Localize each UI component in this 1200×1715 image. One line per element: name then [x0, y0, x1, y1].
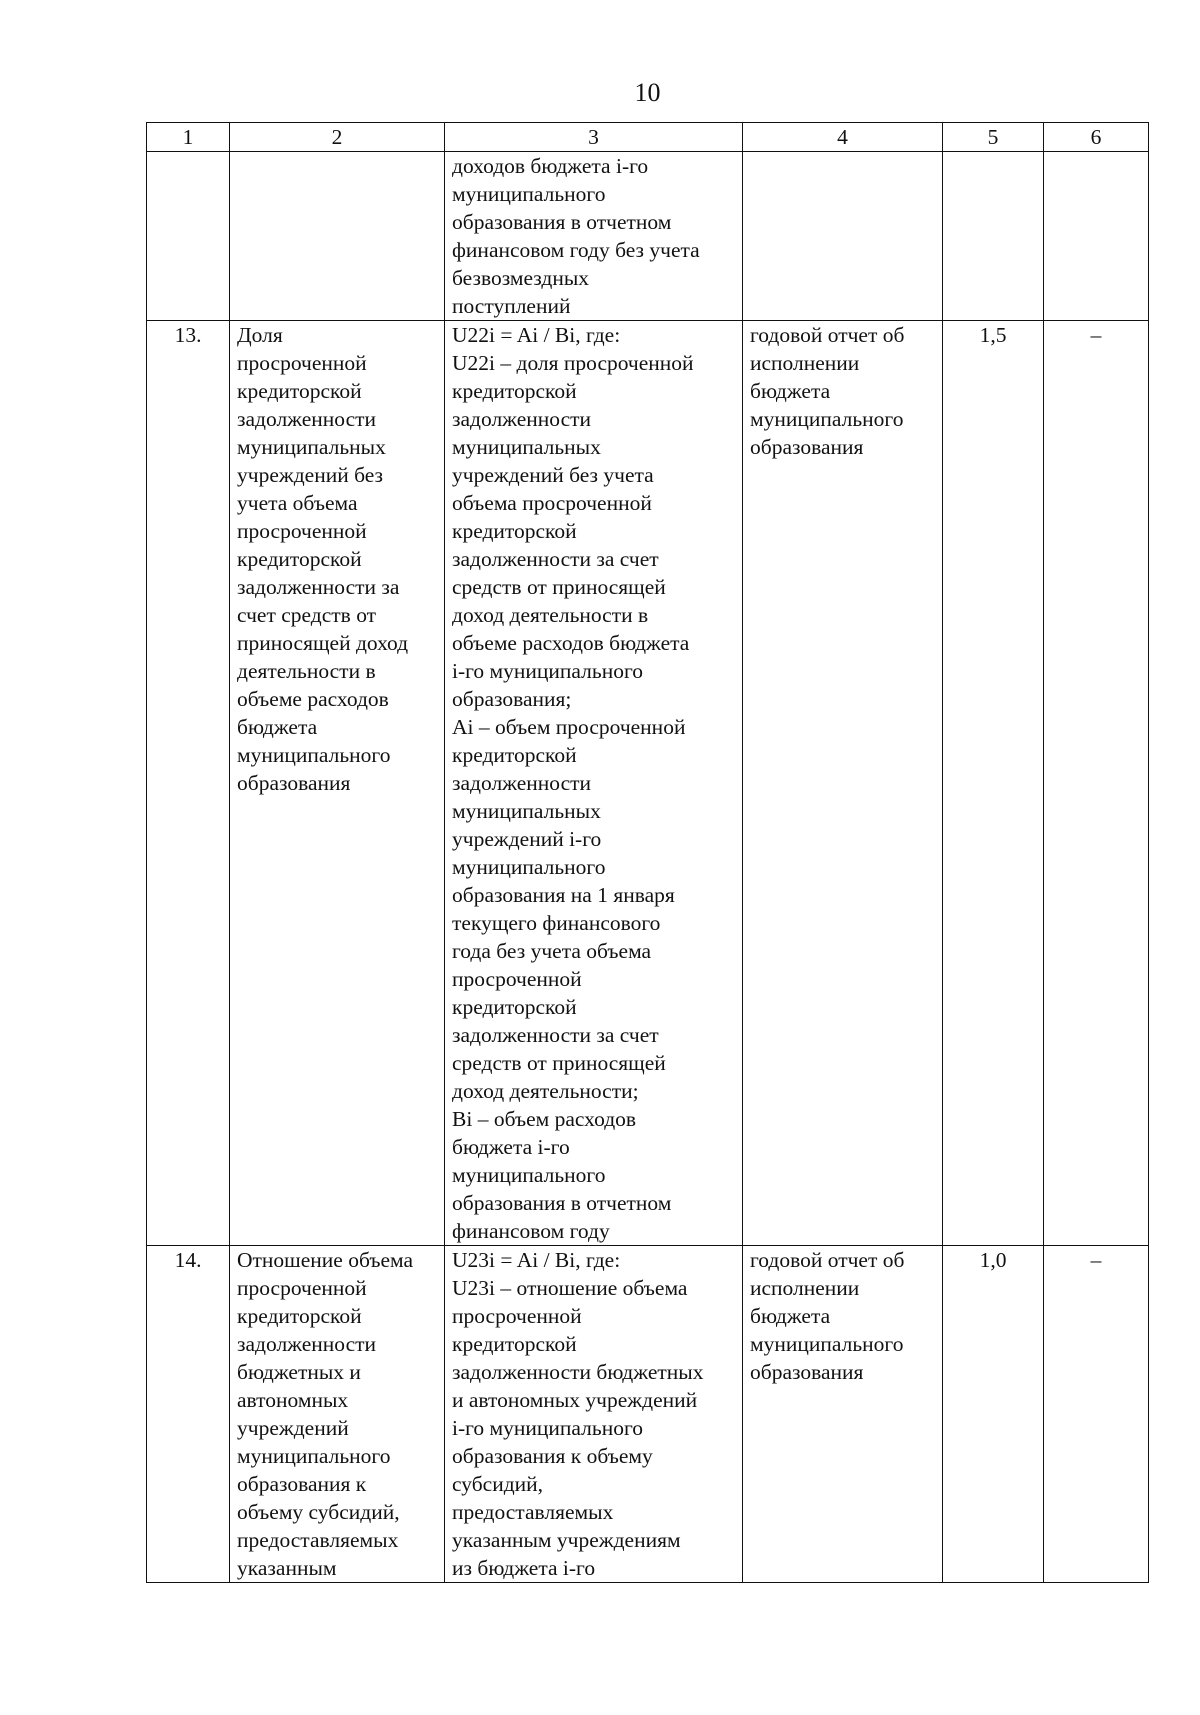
cell-line: финансовом году без учета: [452, 238, 700, 262]
cell-line: указанным учреждениям: [452, 1528, 681, 1552]
cell-line: учреждений без: [237, 463, 384, 487]
cell-line: года без учета объема: [452, 939, 652, 963]
row-number: [147, 152, 230, 321]
cell-line: учреждений: [237, 1416, 349, 1440]
cell-line: кредиторской: [237, 379, 362, 403]
indicator-formula: [445, 321, 743, 1246]
cell-line: U23i = Ai / Bi, где:: [452, 1248, 621, 1272]
indicator-name: [230, 321, 445, 1246]
cell-line: годовой отчет об: [750, 323, 905, 347]
cell-line: бюджета: [237, 715, 318, 739]
cell-line: муниципального: [237, 1444, 391, 1468]
cell-line: муниципального: [452, 182, 606, 206]
cell-line: кредиторской: [237, 547, 362, 571]
cell-line: образования: [237, 771, 351, 795]
cell-line: Доля: [237, 323, 283, 347]
cell-line: задолженности за счет: [452, 547, 659, 571]
row-number: 14.: [147, 1246, 230, 1583]
cell-line: просроченной: [237, 1276, 367, 1300]
cell-line: кредиторской: [452, 995, 577, 1019]
cell-line: задолженности: [452, 407, 592, 431]
cell-line: муниципальных: [452, 435, 601, 459]
cell-line: счет средств от: [237, 603, 377, 627]
cell-line: безвозмездных: [452, 266, 590, 290]
cell-line: учреждений i-го: [452, 827, 602, 851]
cell-line: деятельности в: [237, 659, 376, 683]
cell-line: исполнении: [750, 351, 860, 375]
cell-line: образования: [750, 1360, 864, 1384]
cell-line: образования в отчетном: [452, 210, 672, 234]
cell-line: муниципального: [237, 743, 391, 767]
cell-line: доход деятельности;: [452, 1079, 639, 1103]
cell-line: средств от приносящей: [452, 1051, 666, 1075]
cell-line: Bi – объем расходов: [452, 1107, 637, 1131]
cell-line: Отношение объема: [237, 1248, 414, 1272]
cell-line: доход деятельности в: [452, 603, 649, 627]
cell-line: кредиторской: [452, 379, 577, 403]
cell-line: исполнении: [750, 1276, 860, 1300]
indicator-table: [146, 122, 1149, 1583]
cell-line: муниципального: [452, 855, 606, 879]
cell-line: просроченной: [237, 519, 367, 543]
cell-line: кредиторской: [452, 519, 577, 543]
cell-line: кредиторской: [237, 1304, 362, 1328]
cell-line: задолженности: [237, 1332, 377, 1356]
cell-line: предоставляемых: [452, 1500, 614, 1524]
data-source: [743, 1246, 943, 1583]
cell-line: образования;: [452, 687, 572, 711]
cell-line: задолженности за: [237, 575, 400, 599]
cell-line: и автономных учреждений: [452, 1388, 698, 1412]
table-header-row: [147, 123, 1149, 152]
column-header: 2: [230, 123, 445, 152]
indicator-weight: 1,0: [943, 1246, 1044, 1583]
cell-line: муниципальных: [237, 435, 386, 459]
cell-line: задолженности бюджетных: [452, 1360, 704, 1384]
cell-line: образования на 1 января: [452, 883, 675, 907]
cell-line: просроченной: [237, 351, 367, 375]
cell-line: автономных: [237, 1388, 349, 1412]
cell-line: бюджета: [750, 1304, 831, 1328]
cell-line: доходов бюджета i-го: [452, 154, 649, 178]
cell-line: муниципального: [750, 407, 904, 431]
cell-line: i-го муниципального: [452, 659, 643, 683]
cell-line: учреждений без учета: [452, 463, 654, 487]
data-source: [743, 321, 943, 1246]
cell-line: U22i = Ai / Bi, где:: [452, 323, 621, 347]
cell-line: поступлений: [452, 294, 571, 318]
indicator-note: –: [1044, 321, 1149, 1246]
cell-line: объему субсидий,: [237, 1500, 400, 1524]
cell-line: текущего финансового: [452, 911, 661, 935]
column-header: 4: [743, 123, 943, 152]
indicator-weight: 1,5: [943, 321, 1044, 1246]
indicator-formula: [445, 152, 743, 321]
indicator-weight: [943, 152, 1044, 321]
cell-line: годовой отчет об: [750, 1248, 905, 1272]
cell-line: муниципального: [452, 1163, 606, 1187]
indicator-formula: [445, 1246, 743, 1583]
cell-line: Ai – объем просроченной: [452, 715, 686, 739]
cell-line: просроченной: [452, 1304, 582, 1328]
column-header: 1: [147, 123, 230, 152]
indicator-note: –: [1044, 1246, 1149, 1583]
cell-line: бюджетных и: [237, 1360, 361, 1384]
cell-line: просроченной: [452, 967, 582, 991]
cell-line: субсидий,: [452, 1472, 544, 1496]
cell-line: приносящей доход: [237, 631, 409, 655]
cell-line: объеме расходов бюджета: [452, 631, 690, 655]
cell-line: муниципального: [750, 1332, 904, 1356]
cell-line: образования в отчетном: [452, 1191, 672, 1215]
cell-line: i-го муниципального: [452, 1416, 643, 1440]
cell-line: финансовом году: [452, 1219, 610, 1243]
indicator-name: [230, 1246, 445, 1583]
cell-line: образования: [750, 435, 864, 459]
cell-line: задолженности за счет: [452, 1023, 659, 1047]
cell-line: муниципальных: [452, 799, 601, 823]
column-header: 3: [445, 123, 743, 152]
cell-line: из бюджета i-го: [452, 1556, 596, 1580]
cell-line: образования к объему: [452, 1444, 653, 1468]
cell-line: кредиторской: [452, 1332, 577, 1356]
cell-line: кредиторской: [452, 743, 577, 767]
cell-line: задолженности: [237, 407, 377, 431]
column-header: 5: [943, 123, 1044, 152]
table-row: [147, 321, 1149, 1246]
cell-line: бюджета i-го: [452, 1135, 570, 1159]
cell-line: задолженности: [452, 771, 592, 795]
indicator-name: [230, 152, 445, 321]
cell-line: средств от приносящей: [452, 575, 666, 599]
cell-line: указанным: [237, 1556, 337, 1580]
cell-line: образования к: [237, 1472, 367, 1496]
indicator-note: [1044, 152, 1149, 321]
cell-line: учета объема: [237, 491, 358, 515]
cell-line: бюджета: [750, 379, 831, 403]
row-number: 13.: [147, 321, 230, 1246]
table-row: [147, 1246, 1149, 1583]
cell-line: объема просроченной: [452, 491, 652, 515]
cell-line: U23i – отношение объема: [452, 1276, 688, 1300]
cell-line: предоставляемых: [237, 1528, 399, 1552]
column-header: 6: [1044, 123, 1149, 152]
cell-line: объеме расходов: [237, 687, 389, 711]
table-row: [147, 152, 1149, 321]
data-source: [743, 152, 943, 321]
page-number: 10: [634, 78, 661, 107]
cell-line: U22i – доля просроченной: [452, 351, 694, 375]
